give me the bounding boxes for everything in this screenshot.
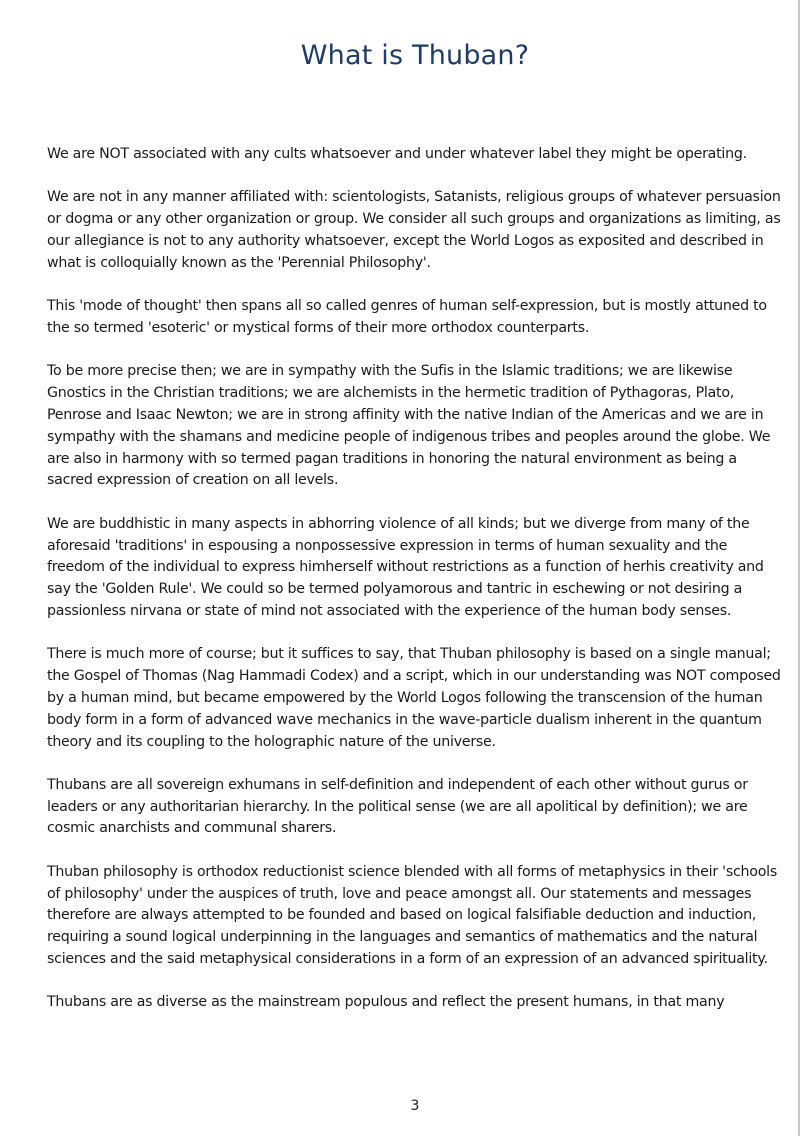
paragraph-gospel-of-thomas: There is much more of course; but it suffices to say, that Thuban philosophy is based on a single manual; the Gospel of Thomas (Nag Hammadi Codex) and a script, which in our understanding was NOT composed by a human mind, but became empowered by the World Logos following the transcension of the human body form in a form of advanced wave mechanics in the wave-particle dualism inherent in the quantum theory and its coupling to the holographic nature of the universe. bbox=[47, 646, 781, 750]
paragraph-cults: We are NOT associated with any cults whatsoever and under whatever label they might be operating. bbox=[47, 146, 747, 162]
page-title: What is Thuban? bbox=[300, 40, 530, 71]
paragraph-traditions: To be more precise then; we are in sympathy with the Sufis in the Islamic traditions; we are likewise Gnostics in the Christian traditions; we are alchemists in the hermetic tradition of Pythagoras, Plato, Penrose and Isaac Newton; we are in strong affinity with the native Indian of the Americas and we are in sympathy with the shamans and medicine people of indigenous tribes and peoples around the globe. We are also in harmony with so termed pagan traditions in honoring the natural environment as being a sacred expression of creation on all levels. bbox=[47, 363, 771, 489]
paragraph-diverse: Thubans are as diverse as the mainstream populous and reflect the present humans, in that many bbox=[47, 994, 725, 1011]
paragraph-affiliations: We are not in any manner affiliated with: scientologists, Satanists, religious groups of whatever persuasion or dogma or any other organization or group. We consider all such groups and organizations as limiting, as our allegiance is not to any authority whatsoever, except the World Logos as exposited and described in what is colloquially known as the 'Perennial Philosophy'. bbox=[47, 189, 781, 271]
paragraph-sovereign: Thubans are all sovereign exhumans in self-definition and independent of each other without gurus or leaders or any authoritarian hierarchy. In the political sense (we are all apolitical by definition); we are cosmic anarchists and communal sharers. bbox=[47, 776, 748, 837]
paragraph-mode-of-thought: This 'mode of thought' then spans all so called genres of human self-expression, but is mostly attuned to the so termed 'esoteric' or mystical forms of their more orthodox counterparts. bbox=[47, 298, 767, 336]
page-number: 3 bbox=[410, 1098, 420, 1114]
paragraph-science-metaphysics: Thuban philosophy is orthodox reductionist science blended with all forms of metaphysics in their 'schools of philosophy' under the auspices of truth, love and peace amongst all. Our statements and messages therefore are always attempted to be founded and based on logical falsifiable deduction and induction, requiring a sound logical underpinning in the languages and semantics of mathematics and the natural sciences and the said metaphysical considerations in a form of an expression of an advanced spirituality. bbox=[47, 863, 777, 968]
paragraph-buddhistic: We are buddhistic in many aspects in abhorring violence of all kinds; but we diverge from many of the aforesaid 'traditions' in espousing a nonpossessive expression in terms of human sexuality and the freedom of the individual to express himherself without restrictions as a function of herhis creativity and say the 'Golden Rule'. We could so be termed polyamorous and tantric in eschewing or not desiring a passionless nirvana or state of mind not associated with the experience of the human body senses. bbox=[47, 515, 764, 619]
body-text bbox=[47, 144, 782, 1036]
